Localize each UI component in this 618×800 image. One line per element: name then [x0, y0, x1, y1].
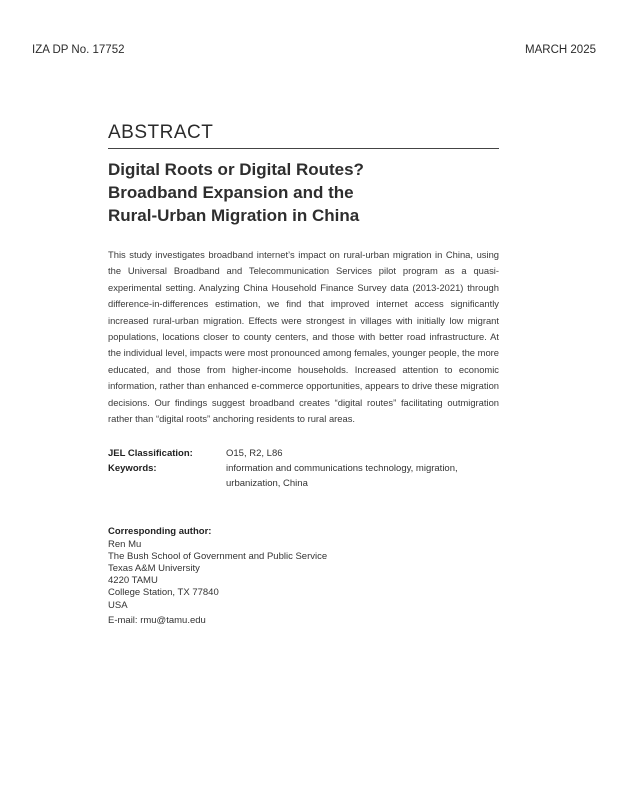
corresponding-author — [108, 526, 499, 627]
author-city: College Station, TX 77840 — [108, 587, 219, 599]
author-name: Ren Mu — [108, 538, 142, 550]
author-label: Corresponding author: — [108, 526, 212, 538]
jel-row — [108, 446, 499, 461]
abstract-text: This study investigates broadband internet’s impact on rural-urban migration in China, using the Universal Broadband and Telecommunication Services pilot program as a quasi-experimental setting. Analyzing China Household Finance Survey data (2013-2021) through difference-in-differences estimation, we find that improved internet access significantly increased rural-urban migration. Effects were strongest in villages with initially low migrant populations, locations closer to county centers, and those with better road infrastructure. At the individual level, impacts were most pronounced among females, younger people, the more educated, and those from higher-income households. Increased attention to economic information, rather than enhanced e-commerce opportunities, appears to drive these migration decisions. Our findings suggest broadband creates “digital routes” facilitating outmigration rather than “digital roots” anchoring residents to rural areas. — [108, 249, 499, 425]
abstract-heading: ABSTRACT — [108, 122, 499, 149]
publication-date: MARCH 2025 — [525, 44, 596, 56]
metadata-block — [108, 446, 499, 491]
author-address: 4220 TAMU — [108, 575, 158, 587]
series-number: IZA DP No. 17752 — [32, 44, 125, 56]
author-country: USA — [108, 599, 128, 611]
title-line: Digital Roots or Digital Routes? — [108, 160, 364, 179]
author-affiliation: The Bush School of Government and Public Service — [108, 550, 328, 562]
author-email[interactable]: E-mail: rmu@tamu.edu — [108, 614, 206, 626]
author-university: Texas A&M University — [108, 563, 200, 575]
page-header — [32, 44, 596, 64]
paper-title — [108, 158, 499, 227]
keywords-row — [108, 461, 499, 491]
main-content — [108, 122, 499, 627]
title-line: Rural-Urban Migration in China — [108, 206, 360, 225]
jel-label: JEL Classification: — [108, 448, 193, 460]
keywords-value: information and communications technology, migration, urbanization, China — [226, 463, 458, 490]
jel-value: O15, R2, L86 — [226, 448, 283, 460]
title-line: Broadband Expansion and the — [108, 183, 354, 202]
keywords-label: Keywords: — [108, 463, 157, 475]
